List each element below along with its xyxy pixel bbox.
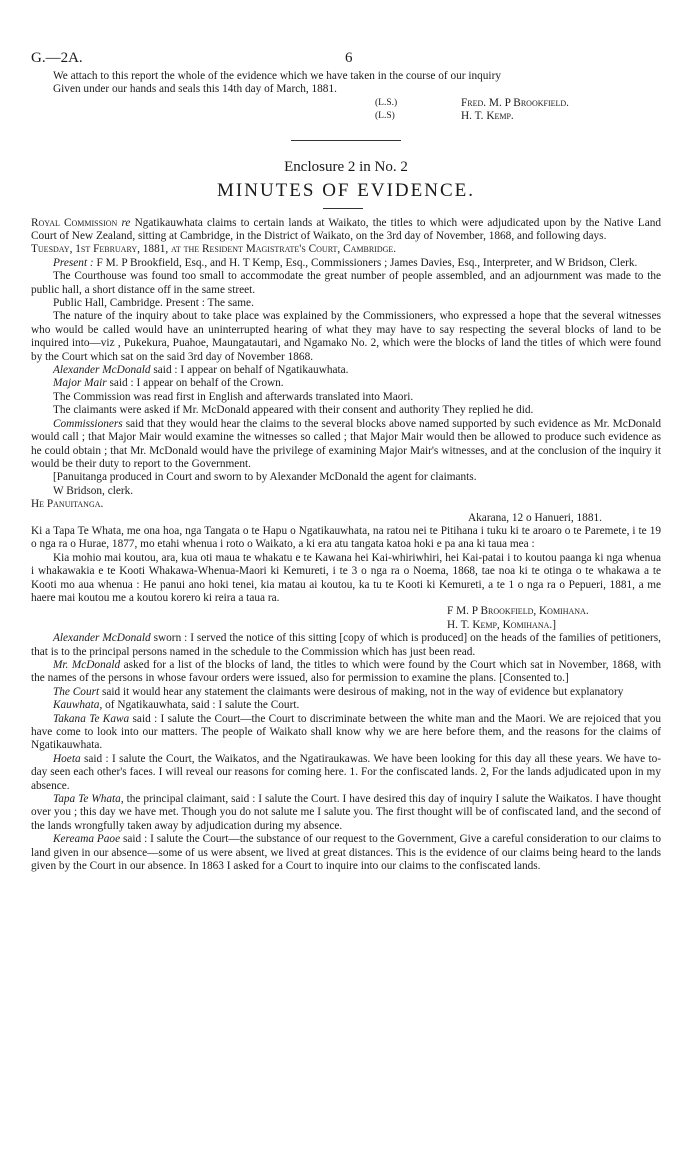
public-hall-line: Public Hall, Cambridge. Present : The same. [53,297,254,310]
document-body [31,70,661,874]
hoeta-said: Hoeta said : I salute the Court, the Waikatos, and the Ngatiraukawas. We have been looking for this day all these years. We have to-day seen each other's faces. I will reveal our reasons for coming here. 1. For the confiscated lands. 2, For the lands adjudicated upon in my absence. [31,752,661,792]
mair-appearance: Major Mair said : I appear on behalf of the Crown. [53,377,284,390]
ki-a-tapa-paragraph: Ki a Tapa Te Whata, me ona hoa, nga Tangata o te Hapu o Ngatikauwhata, na ratou nei te Pitihana i tuku ki te aroaro o te Paremete, i te 19 o nga ra o Hurae, 1877, mo etahi whenua i roto o Waikato, a ki era atu tangata katoa hoki e pa ana ki taua mea : [31,524,661,551]
commissioners-paragraph: Commissioners said that they would hear the claims to the several blocks above named supported by such evidence as Mr. McDonald would call ; that Major Mair would examine the witnesses so called ; that Major Mair would then be allowed to produce such evidence as he could obtain ; that Mr. McDonald would have the privilege of examining Major Mair's witnesses, and at the conclusion of the inquiry it would be their duty to report to the Government. [31,417,661,470]
bridson-clerk: W Bridson, clerk. [53,484,134,497]
komihana-kemp: H. T. Kemp, Komihana.] [447,618,556,631]
takana-said: Takana Te Kawa said : I salute the Court—the Court to discriminate between the white man and the Maori. We are rejoiced that you have come to look into our matters. The people of Waikato shall know why we are here before them, and the reasons for the claims of Ngatikauwhata. [31,712,661,752]
page-number: 6 [345,50,353,66]
claimants-asked: The claimants were asked if Mr. McDonald appeared with their consent and authority They replied he did. [53,404,534,417]
mcdonald-sworn: Alexander McDonald sworn : I served the notice of this sitting [copy of which is produced] on the heads of the families of petitioners, that is to the principal persons named in the schedule to the Commission which has just been read. [31,632,661,658]
title-underline [323,208,363,209]
session-line: Tuesday, 1st February, 1881, at the Resident Magistrate's Court, Cambridge. [31,243,397,256]
seal-mark-1: (L.S.) [375,97,398,108]
seal-mark-2: (L.S) [375,111,395,122]
signature-brookfield: Fred. M. P Brookfield. [461,96,570,109]
nature-paragraph: The nature of the inquiry about to take place was explained by the Commissioners, who expressed a hope that the several witnesses who would be called would have an uninterrupted hearing of what they may have to say respecting the several blocks of land to be inquired into—viz , Pukekura, Puahoe, Maungatautari, and Ngamako No. 2, which were the blocks of land the titles of which were found by the Court which sat on the said 3rd day of November 1868. [31,310,661,363]
intro-paragraph: We attach to this report the whole of the evidence which we have taken in the course of our inquiry [53,70,501,82]
akarana-date: Akarana, 12 o Hanueri, 1881. [468,511,602,524]
panuitanga-produced: [Panuitanga produced in Court and sworn to by Alexander McDonald the agent for claimants. [53,471,477,484]
commission-read: The Commission was read first in English and afterwards translated into Maori. [53,390,414,403]
kereama-said: Kereama Paoe said : I salute the Court—the substance of our request to the Government, Give a careful consideration to our claims to land given in our absence—some of us were absent, we lived at great distances. This is the evidence of our claims being heard to the lands given by the Court in our absence. In 1863 I asked for a Court to inquire into our claims to the confiscated lands. [31,833,661,873]
document-reference: G.—2A. [31,50,83,66]
section-title: MINUTES OF EVIDENCE. [217,179,475,201]
signature-row-1 [31,97,661,110]
signature-kemp: H. T. Kemp. [461,110,514,123]
kauwhata-said: Kauwhata, of Ngatikauwhata, said : I salute the Court. [53,699,300,712]
signature-row-2 [31,110,661,123]
komihana-brookfield: F M. P Brookfield, Komihana. [447,605,589,618]
mcdonald-appearance: Alexander McDonald said : I appear on behalf of Ngatikauwhata. [53,364,349,377]
courthouse-paragraph: The Courthouse was found too small to accommodate the great number of people assembled, and an adjournment was made to the public hall, a short distance off in the same street. [31,270,661,296]
court-said: The Court said it would hear any statement the claimants were desirous of making, not in the way of evidence but explanatory [53,685,624,698]
present-paragraph: Present : F M. P Brookfield, Esq., and H. T Kemp, Esq., Commissioners ; James Davies, Esq., Interpreter, and W Bridson, Clerk. [53,256,638,269]
enclosure-heading: Enclosure 2 in No. 2 [284,158,408,175]
he-panuitanga-heading: He Panuitanga. [31,498,104,511]
royal-commission-paragraph: Royal Commission re Ngatikauwhata claims to certain lands at Waikato, the titles to which were adjudicated upon by the Native Land Court of New Zealand, sitting at Cambridge, in the District of Waikato, on the 3rd day of November, 1868, and following days. [31,216,662,242]
given-under-hands: Given under our hands and seals this 14th day of March, 1881. [53,83,337,96]
section-divider [291,140,401,141]
mr-mcdonald-asked: Mr. McDonald asked for a list of the blocks of land, the titles to which were found by the Court which sat in November, 1868, with the names of the persons in whose favour orders were issued, also for permission to examine the plans. [Consented to.] [31,659,661,685]
kia-mohio-paragraph: Kia mohio mai koutou, ara, kua oti maua te whakatu e te Kawana hei Kai-whiriwhiri, hei Kai-patai i to koutou paanga ki nga whenua i whakawakia e te Kooti Whakawa-Whenua-Maori ki Kemureti, i te 3 o nga ra o Noema, 1868, tae noa ki te otinga o te whakawa a te Kooti mo aua whenua : He panui ano hoki tenei, kia matau ai koutou, ka tu te Kooti ki Kemureti, a te 1 o nga ra o Pepueri, 1881, a me haere mai koutou me a koutou korero ki reira a taua ra. [31,551,661,604]
tapa-said: Tapa Te Whata, the principal claimant, said : I salute the Court. I have desired this day of inquiry I salute the Waikatos. I have thought over you ; this day we have met. Though you do not salute me I salute you. The first thought will be of confiscated land, and the second of the lands wrongfully taken away by adjudication during my absence. [31,793,662,832]
